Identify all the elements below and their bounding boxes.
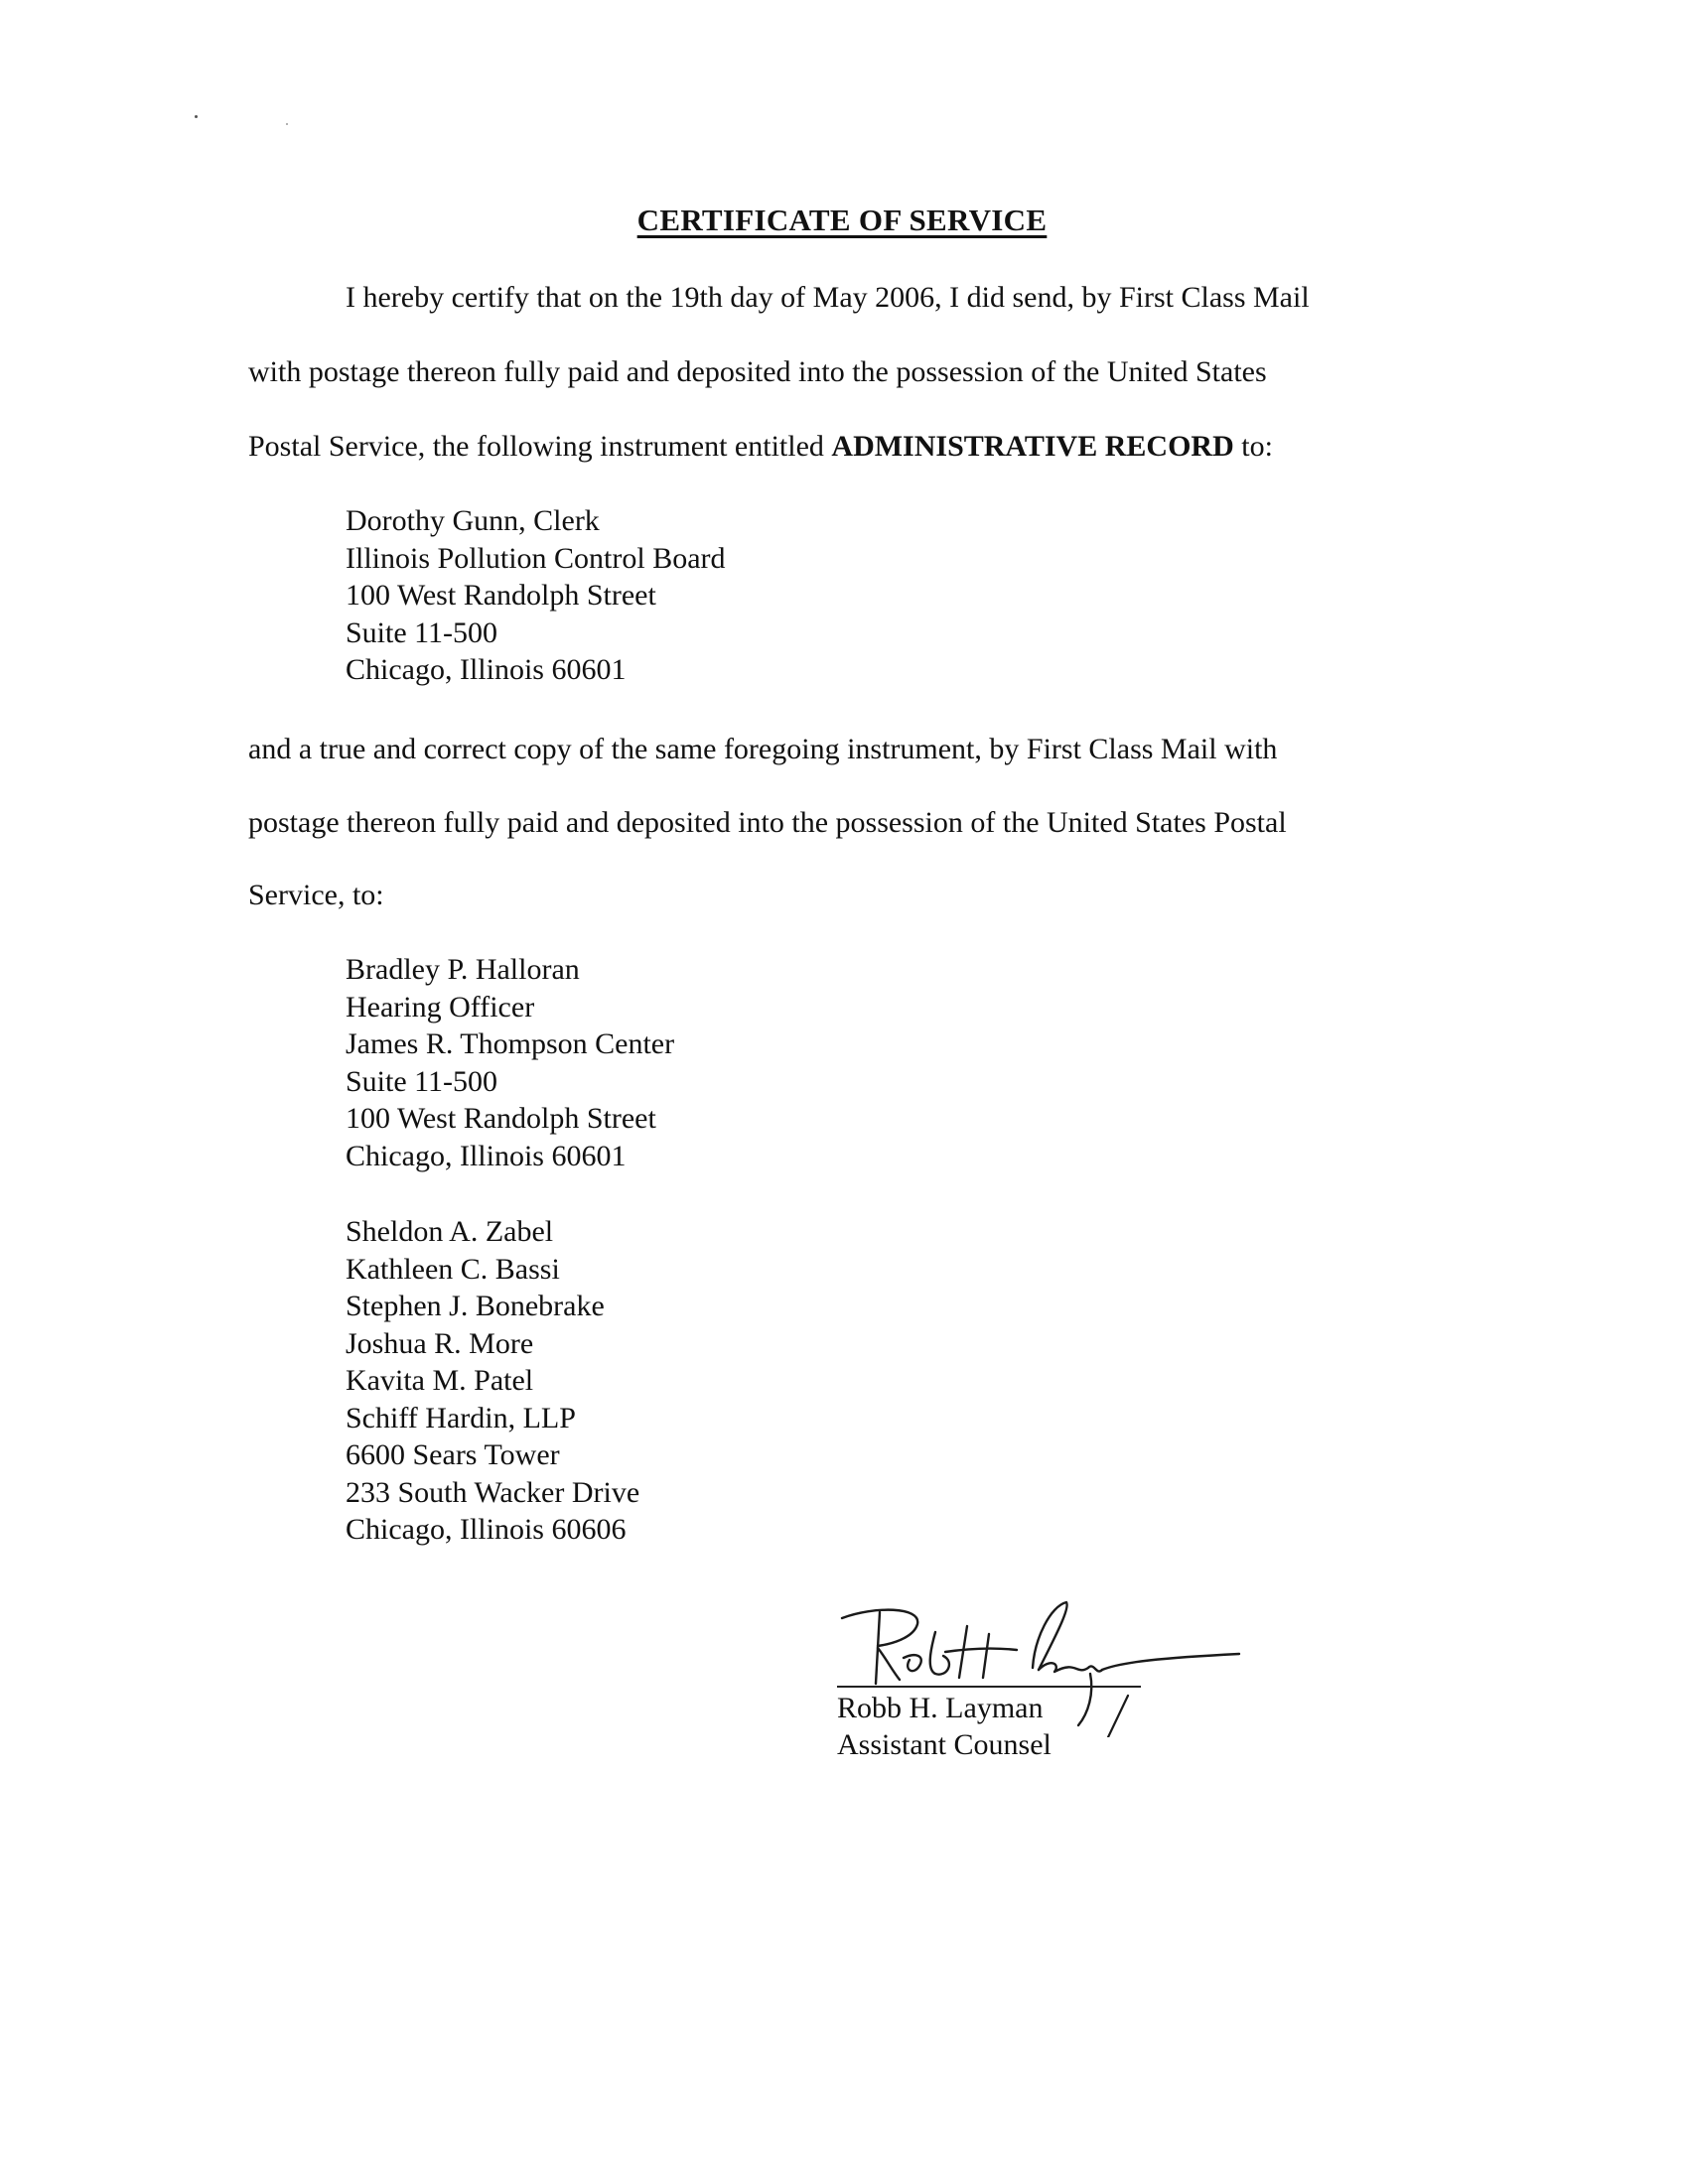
recipient-block-schiff-hardin <box>346 1213 639 1549</box>
document-title: CERTIFICATE OF SERVICE <box>636 203 1048 237</box>
address-line: Illinois Pollution Control Board <box>346 541 726 575</box>
address-line: Hearing Officer <box>346 990 535 1024</box>
address-line: Chicago, Illinois 60606 <box>346 1513 627 1546</box>
address-line: Kavita M. Patel <box>346 1364 534 1397</box>
address-line: Suite 11-500 <box>346 1064 498 1098</box>
paragraph1-line3-suffix: to: <box>1233 430 1273 463</box>
address-line: Kathleen C. Bassi <box>346 1252 560 1286</box>
recipient-block-clerk <box>346 502 726 689</box>
address-line: Chicago, Illinois 60601 <box>346 653 627 686</box>
scan-speck <box>286 123 288 125</box>
address-line: James R. Thompson Center <box>346 1027 675 1060</box>
paragraph1-line1: I hereby certify that on the 19th day of May 2006, I did send, by First Class Mail <box>346 281 1310 314</box>
address-line: Schiff Hardin, LLP <box>346 1401 576 1434</box>
address-line: 100 West Randolph Street <box>346 579 656 612</box>
address-line: Stephen J. Bonebrake <box>346 1290 605 1322</box>
signatory-name: Robb H. Layman <box>837 1692 1044 1724</box>
signature-line <box>837 1686 1141 1688</box>
address-line: Bradley P. Halloran <box>346 953 580 986</box>
paragraph2-line2: postage thereon fully paid and deposited into the possession of the United States Postal <box>248 806 1287 839</box>
address-line: 100 West Randolph Street <box>346 1102 656 1135</box>
paragraph1-line3-prefix: Postal Service, the following instrument entitled <box>248 430 832 463</box>
recipient-block-hearing-officer <box>346 951 674 1174</box>
address-line: Sheldon A. Zabel <box>346 1215 554 1248</box>
paragraph1-line3 <box>248 429 1273 465</box>
address-line: Suite 11-500 <box>346 615 498 649</box>
scan-speck <box>195 115 198 118</box>
paragraph2-line3: Service, to: <box>248 879 384 911</box>
address-line: 233 South Wacker Drive <box>346 1475 640 1509</box>
address-line: Chicago, Illinois 60601 <box>346 1139 627 1172</box>
address-line: Dorothy Gunn, Clerk <box>346 504 600 537</box>
paragraph1-line2: with postage thereon fully paid and deposited into the possession of the United States <box>248 355 1267 388</box>
instrument-title: ADMINISTRATIVE RECORD <box>831 430 1234 463</box>
address-line: Joshua R. More <box>346 1326 534 1360</box>
signatory-block <box>837 1690 1052 1763</box>
signatory-position: Assistant Counsel <box>837 1728 1052 1761</box>
paragraph2-line1: and a true and correct copy of the same foregoing instrument, by First Class Mail with <box>248 733 1278 765</box>
address-line: 6600 Sears Tower <box>346 1438 560 1471</box>
